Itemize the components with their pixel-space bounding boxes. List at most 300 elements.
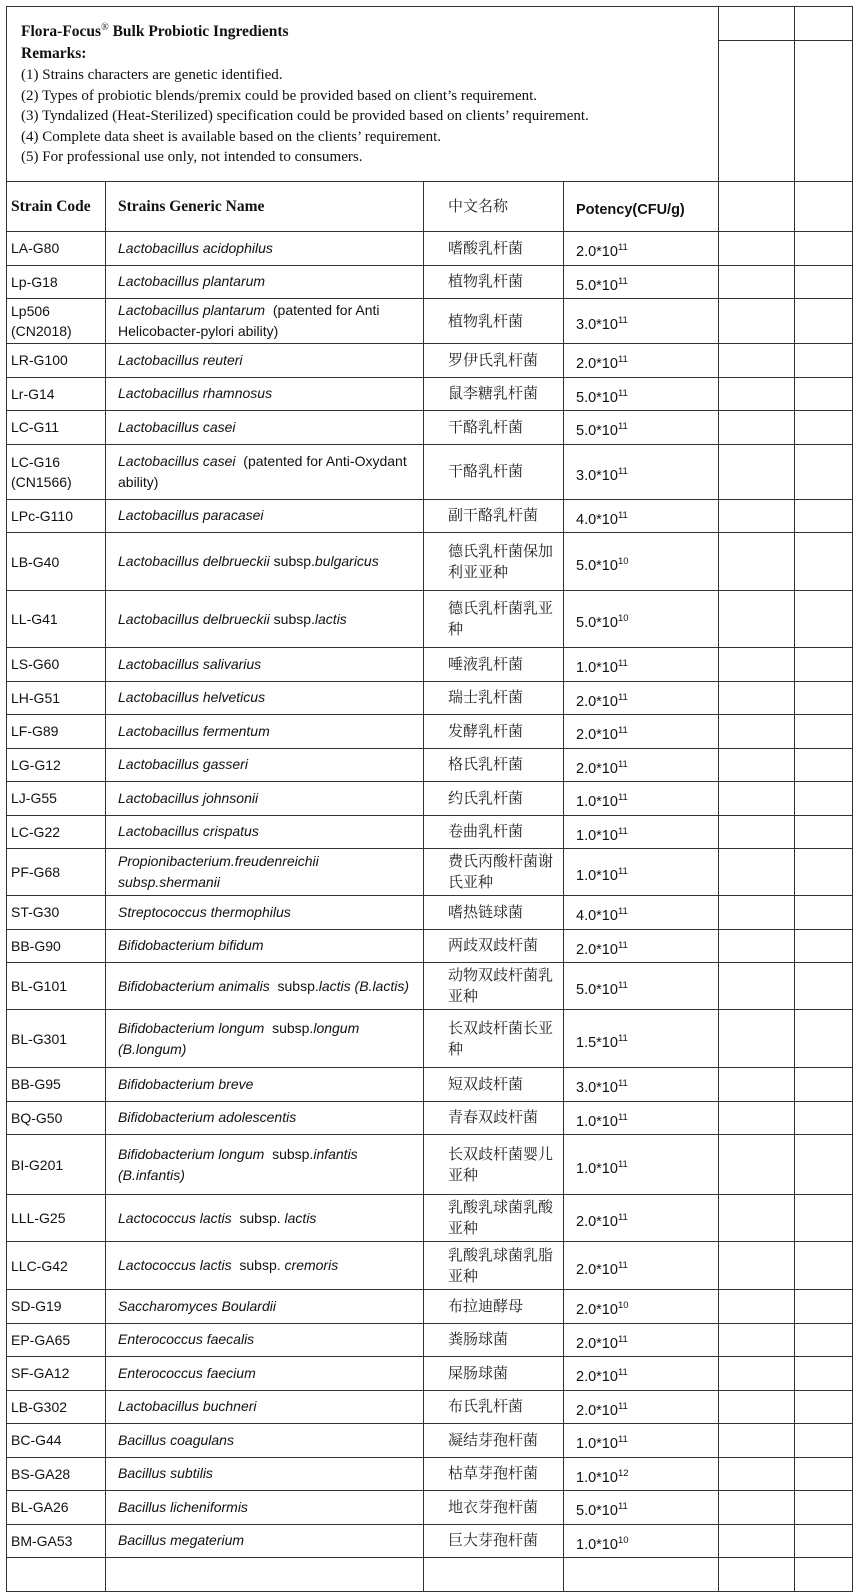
potency: [564, 377, 719, 411]
chinese-name: 长双歧杆菌长亚种: [424, 1010, 564, 1068]
name-qualifier: subsp.: [231, 1209, 285, 1226]
table-row: [7, 1242, 853, 1290]
strain-code: BL-G301: [7, 1010, 106, 1068]
potency-base: 2.0*10: [576, 1402, 618, 1419]
species-name: Enterococcus faecium: [118, 1364, 256, 1381]
chinese-name: 副干酪乳杆菌: [424, 499, 564, 533]
potency-base: 1.0*10: [576, 794, 618, 811]
side-cell: [795, 1101, 853, 1135]
potency: [564, 1424, 719, 1458]
potency: [564, 748, 719, 782]
species-name: Lactobacillus crispatus: [118, 823, 259, 840]
side-cell: [719, 1101, 795, 1135]
side-cell: [719, 499, 795, 533]
side-cell: [719, 444, 795, 499]
side-cell: [795, 896, 853, 930]
side-cell: [795, 1135, 853, 1195]
chinese-name: 嗜酸乳杆菌: [424, 232, 564, 266]
potency-exponent: 11: [617, 825, 628, 837]
side-cell: [795, 533, 853, 591]
potency-base: 2.0*10: [576, 941, 618, 958]
species-name: Bifidobacterium breve: [118, 1075, 254, 1092]
title-brand: Flora-Focus: [21, 23, 102, 41]
table-row: [7, 1101, 853, 1135]
potency: [564, 963, 719, 1010]
chinese-name: 约氏乳杆菌: [424, 782, 564, 816]
side-cell: [795, 1195, 853, 1242]
side-cell: [719, 1424, 795, 1458]
side-cell: [795, 1323, 853, 1357]
subspecies-name: infantis (B.infantis): [118, 1145, 358, 1183]
potency-exponent: 11: [617, 792, 628, 804]
strain-generic-name: [106, 533, 424, 591]
species-name: Bifidobacterium bifidum: [118, 937, 264, 954]
strain-code: LF-G89: [7, 715, 106, 749]
strain-code: PF-G68: [7, 849, 106, 896]
potency: [564, 591, 719, 648]
strain-generic-name: [106, 648, 424, 682]
side-cell: [795, 182, 853, 232]
potency-base: 2.0*10: [576, 1213, 618, 1230]
potency: [564, 715, 719, 749]
name-qualifier: subsp.: [269, 977, 319, 994]
potency-base: 2.0*10: [576, 760, 618, 777]
col-potency: Potency(CFU/g): [564, 182, 719, 232]
strain-generic-name: [106, 782, 424, 816]
strain-code: LC-G11: [7, 411, 106, 445]
potency: [564, 1010, 719, 1068]
potency-base: 2.0*10: [576, 1369, 618, 1386]
strain-code: LLL-G25: [7, 1195, 106, 1242]
potency-exponent: 11: [617, 658, 628, 670]
name-qualifier: subsp.: [269, 553, 315, 569]
potency-base: 2.0*10: [576, 244, 618, 261]
strain-generic-name: [106, 929, 424, 963]
table-row: [7, 815, 853, 849]
strain-generic-name: [106, 232, 424, 266]
strain-code: LS-G60: [7, 648, 106, 682]
potency: [564, 232, 719, 266]
species-name: Lactococcus lactis: [118, 1257, 232, 1273]
table-row: [7, 1195, 853, 1242]
potency-exponent: 11: [617, 1501, 628, 1513]
side-cell: [795, 499, 853, 533]
strain-code: BC-G44: [7, 1424, 106, 1458]
species-name: Lactococcus lactis: [118, 1209, 232, 1226]
subspecies-name: lactis (B.lactis): [318, 977, 409, 994]
potency-exponent: 11: [617, 980, 628, 992]
empty-cell: [564, 1558, 719, 1592]
species-name: Lactobacillus casei: [118, 418, 236, 435]
table-row: [7, 782, 853, 816]
side-cell: [719, 782, 795, 816]
potency: [564, 1242, 719, 1290]
side-cell: [795, 1357, 853, 1391]
table-row: [7, 1010, 853, 1068]
potency: [564, 1457, 719, 1491]
potency-base: 5.0*10: [576, 981, 618, 998]
strain-generic-name: [106, 1195, 424, 1242]
potency-base: 2.0*10: [576, 356, 618, 373]
table-row: [7, 1135, 853, 1195]
side-cell: [795, 1010, 853, 1068]
strain-generic-name: [106, 377, 424, 411]
strain-code: LB-G302: [7, 1390, 106, 1424]
header-block: [7, 7, 719, 182]
probiotic-ingredients-sheet: [6, 6, 852, 1592]
species-name: Bacillus coagulans: [118, 1431, 234, 1448]
side-cell: [795, 299, 853, 344]
strain-code: LA-G80: [7, 232, 106, 266]
table-row: [7, 1457, 853, 1491]
species-name: Lactobacillus buchneri: [118, 1398, 257, 1415]
table-row: [7, 849, 853, 896]
potency: [564, 815, 719, 849]
potency: [564, 929, 719, 963]
table-row: [7, 591, 853, 648]
strain-code: LH-G51: [7, 681, 106, 715]
potency-exponent: 11: [617, 691, 628, 703]
side-cell: [719, 963, 795, 1010]
table-row: [7, 232, 853, 266]
side-cell: [719, 232, 795, 266]
potency-exponent: 11: [617, 1111, 628, 1123]
chinese-name: 地衣芽孢杆菌: [424, 1491, 564, 1525]
side-cell: [795, 715, 853, 749]
chinese-name: 两歧双歧杆菌: [424, 929, 564, 963]
potency: [564, 265, 719, 299]
chinese-name: 凝结芽孢杆菌: [424, 1424, 564, 1458]
table-row: [7, 1290, 853, 1324]
species-name: Lactobacillus delbrueckii: [118, 553, 270, 569]
strain-generic-name: [106, 963, 424, 1010]
potency: [564, 1101, 719, 1135]
potency-exponent: 11: [617, 1032, 628, 1044]
strain-code: Lp506 (CN2018): [7, 299, 106, 344]
chinese-name: 长双歧杆菌婴儿亚种: [424, 1135, 564, 1195]
strain-generic-name: [106, 1101, 424, 1135]
potency-exponent: 10: [617, 1534, 629, 1546]
potency-base: 1.0*10: [576, 1160, 618, 1177]
potency-base: 5.0*10: [576, 277, 618, 294]
side-cell: [795, 1290, 853, 1324]
potency: [564, 1524, 719, 1558]
species-name: Lactobacillus delbrueckii: [118, 610, 270, 627]
side-cell: [719, 929, 795, 963]
strain-code: Lp-G18: [7, 265, 106, 299]
strain-generic-name: [106, 715, 424, 749]
potency-base: 2.0*10: [576, 693, 618, 710]
chinese-name: 唾液乳杆菌: [424, 648, 564, 682]
table-row: [7, 499, 853, 533]
strain-generic-name: [106, 299, 424, 344]
chinese-name: 格氏乳杆菌: [424, 748, 564, 782]
table-row: [7, 1068, 853, 1102]
chinese-name: 动物双歧杆菌乳亚种: [424, 963, 564, 1010]
side-cell: [719, 7, 795, 182]
strain-code: ST-G30: [7, 896, 106, 930]
potency-base: 2.0*10: [576, 1335, 618, 1352]
strain-code: LC-G22: [7, 815, 106, 849]
side-cell: [719, 681, 795, 715]
species-name: Lactobacillus rhamnosus: [118, 385, 273, 402]
potency-base: 3.0*10: [576, 316, 618, 333]
chinese-name: 短双歧杆菌: [424, 1068, 564, 1102]
species-name: Bacillus licheniformis: [118, 1498, 248, 1515]
potency-base: 1.0*10: [576, 827, 618, 844]
side-cell: [795, 648, 853, 682]
strain-generic-name: [106, 1390, 424, 1424]
chinese-name: 鼠李糖乳杆菌: [424, 377, 564, 411]
side-cell: [719, 1195, 795, 1242]
chinese-name: 费氏丙酸杆菌谢氏亚种: [424, 849, 564, 896]
strain-generic-name: [106, 815, 424, 849]
strain-code: SF-GA12: [7, 1357, 106, 1391]
side-cell: [795, 444, 853, 499]
potency: [564, 344, 719, 378]
side-cell: [719, 1357, 795, 1391]
potency: [564, 499, 719, 533]
potency-base: 1.0*10: [576, 1536, 618, 1553]
side-cell: [795, 377, 853, 411]
name-qualifier: (patented for Anti Helicobacter-pylori ability): [118, 302, 384, 339]
empty-cell: [719, 1558, 795, 1592]
side-cell: [795, 1457, 853, 1491]
chinese-name: 德氏乳杆菌乳亚种: [424, 591, 564, 648]
strain-generic-name: [106, 499, 424, 533]
potency-base: 2.0*10: [576, 1261, 618, 1278]
chinese-name: 布拉迪酵母: [424, 1290, 564, 1324]
strain-code: LR-G100: [7, 344, 106, 378]
table-row: [7, 963, 853, 1010]
strain-generic-name: [106, 1357, 424, 1391]
remark-item: (5) For professional use only, not intended to consumers.: [21, 149, 363, 166]
chinese-name: 卷曲乳杆菌: [424, 815, 564, 849]
table-row: [7, 748, 853, 782]
chinese-name: 德氏乳杆菌保加利亚亚种: [424, 533, 564, 591]
chinese-name: 乳酸乳球菌乳酸亚种: [424, 1195, 564, 1242]
strain-generic-name: [106, 1242, 424, 1290]
strain-code: BI-G201: [7, 1135, 106, 1195]
chinese-name: 枯草芽孢杆菌: [424, 1457, 564, 1491]
strain-code: BB-G90: [7, 929, 106, 963]
potency-exponent: 12: [617, 1467, 629, 1479]
strain-code: BM-GA53: [7, 1524, 106, 1558]
side-cell: [719, 748, 795, 782]
remarks-label: Remarks:: [21, 45, 87, 63]
species-name: Lactobacillus helveticus: [118, 689, 266, 706]
subspecies-name: cremoris: [284, 1257, 339, 1273]
potency-exponent: 11: [617, 866, 628, 878]
species-name: Enterococcus faecalis: [118, 1331, 255, 1348]
strain-code: LL-G41: [7, 591, 106, 648]
subspecies-name: bulgaricus: [314, 553, 379, 569]
remark-item: (1) Strains characters are genetic identified.: [21, 67, 283, 84]
potency: [564, 1135, 719, 1195]
table-row: [7, 444, 853, 499]
potency-exponent: 11: [617, 1367, 628, 1379]
side-cell: [719, 1135, 795, 1195]
strain-generic-name: [106, 265, 424, 299]
side-cell: [795, 1242, 853, 1290]
side-cell: [795, 1491, 853, 1525]
potency-base: 5.0*10: [576, 423, 618, 440]
document-title: [21, 17, 718, 43]
potency-exponent: 10: [617, 613, 629, 625]
potency-exponent: 11: [617, 509, 628, 521]
side-cell: [719, 1390, 795, 1424]
species-name: Lactobacillus plantarum: [118, 273, 266, 290]
potency: [564, 681, 719, 715]
species-name: Propionibacterium.freudenreichii subsp.shermanii: [118, 853, 319, 890]
side-cell: [719, 344, 795, 378]
strain-code: BS-GA28: [7, 1457, 106, 1491]
strain-generic-name: [106, 1424, 424, 1458]
strain-generic-name: [106, 444, 424, 499]
potency-exponent: 11: [617, 939, 628, 951]
side-cell: [719, 591, 795, 648]
potency-base: 5.0*10: [576, 389, 618, 406]
chinese-name: 瑞士乳杆菌: [424, 681, 564, 715]
side-cell: [795, 232, 853, 266]
chinese-name: 青春双歧杆菌: [424, 1101, 564, 1135]
potency-exponent: 11: [617, 725, 628, 737]
name-qualifier: subsp.: [231, 1257, 285, 1273]
potency: [564, 782, 719, 816]
strain-generic-name: [106, 681, 424, 715]
potency-base: 5.0*10: [576, 614, 618, 631]
strain-code: Lr-G14: [7, 377, 106, 411]
strain-generic-name: [106, 896, 424, 930]
side-cell: [719, 715, 795, 749]
potency: [564, 1390, 719, 1424]
side-cell: [795, 591, 853, 648]
potency: [564, 299, 719, 344]
strain-generic-name: [106, 1457, 424, 1491]
potency: [564, 648, 719, 682]
table-row: [7, 377, 853, 411]
strain-generic-name: [106, 1068, 424, 1102]
col-chinese-name: 中文名称: [424, 182, 564, 232]
potency-exponent: 10: [617, 555, 629, 567]
strain-generic-name: [106, 1323, 424, 1357]
strain-code: LLC-G42: [7, 1242, 106, 1290]
potency-base: 4.0*10: [576, 908, 618, 925]
empty-cell: [106, 1558, 424, 1592]
potency-base: 1.0*10: [576, 1469, 618, 1486]
strain-code: BL-GA26: [7, 1491, 106, 1525]
potency-exponent: 11: [617, 1078, 628, 1090]
name-qualifier: subsp.: [269, 610, 315, 627]
remark-item: (4) Complete data sheet is available based on the clients’ requirement.: [21, 128, 441, 145]
species-name: Lactobacillus casei: [118, 452, 236, 469]
chinese-name: 干酪乳杆菌: [424, 411, 564, 445]
strain-generic-name: [106, 849, 424, 896]
strain-generic-name: [106, 1524, 424, 1558]
side-cell: [795, 1524, 853, 1558]
side-cell: [719, 1068, 795, 1102]
strain-code: LJ-G55: [7, 782, 106, 816]
side-cell: [795, 344, 853, 378]
side-cell: [795, 1390, 853, 1424]
empty-cell: [795, 1558, 853, 1592]
species-name: Saccharomyces Boulardii: [118, 1297, 276, 1314]
table-row: [7, 1357, 853, 1391]
side-cell: [795, 681, 853, 715]
side-cell: [719, 1323, 795, 1357]
strain-generic-name: [106, 1290, 424, 1324]
table-row: [7, 929, 853, 963]
side-cell: [719, 648, 795, 682]
chinese-name: 屎肠球菌: [424, 1357, 564, 1391]
chinese-name: 发酵乳杆菌: [424, 715, 564, 749]
title-rest: Bulk Probiotic Ingredients: [108, 23, 289, 41]
strain-generic-name: [106, 591, 424, 648]
side-cell: [719, 533, 795, 591]
potency-base: 1.0*10: [576, 1113, 618, 1130]
side-cell: [795, 963, 853, 1010]
chinese-name: 罗伊氏乳杆菌: [424, 344, 564, 378]
side-cell: [719, 815, 795, 849]
potency-base: 1.0*10: [576, 867, 618, 884]
potency: [564, 411, 719, 445]
table-row: [7, 715, 853, 749]
table-row: [7, 265, 853, 299]
potency-base: 2.0*10: [576, 727, 618, 744]
side-cell: [795, 1424, 853, 1458]
side-cell: [795, 815, 853, 849]
strain-generic-name: [106, 748, 424, 782]
species-name: Lactobacillus fermentum: [118, 722, 270, 739]
chinese-name: 干酪乳杆菌: [424, 444, 564, 499]
strain-generic-name: [106, 1491, 424, 1525]
potency-base: 3.0*10: [576, 1080, 618, 1097]
potency-exponent: 11: [617, 906, 628, 918]
potency-base: 1.0*10: [576, 1436, 618, 1453]
potency-exponent: 11: [617, 465, 628, 477]
side-cell: [719, 182, 795, 232]
side-cell: [719, 1242, 795, 1290]
species-name: Lactobacillus acidophilus: [118, 239, 273, 256]
potency: [564, 1491, 719, 1525]
species-name: Bacillus subtilis: [118, 1465, 213, 1482]
strain-code: LC-G16 (CN1566): [7, 444, 106, 499]
chinese-name: 植物乳杆菌: [424, 265, 564, 299]
strain-generic-name: [106, 1135, 424, 1195]
strain-code: SD-G19: [7, 1290, 106, 1324]
strain-generic-name: [106, 344, 424, 378]
table-row: [7, 1390, 853, 1424]
side-cell: [719, 1290, 795, 1324]
potency-exponent: 11: [617, 1400, 628, 1412]
remark-item: (2) Types of probiotic blends/premix could be provided based on client’s requirement.: [21, 87, 538, 104]
potency: [564, 1357, 719, 1391]
potency-exponent: 11: [617, 758, 628, 770]
table-row: [7, 896, 853, 930]
strain-generic-name: [106, 411, 424, 445]
table-row: [7, 1424, 853, 1458]
chinese-name: 植物乳杆菌: [424, 299, 564, 344]
chinese-name: 粪肠球菌: [424, 1323, 564, 1357]
name-qualifier: (patented for Anti-Oxydant ability): [118, 452, 411, 490]
table-row: [7, 648, 853, 682]
strain-code: BQ-G50: [7, 1101, 106, 1135]
side-cell: [719, 849, 795, 896]
table-row: [7, 1491, 853, 1525]
registered-mark: ®: [101, 22, 109, 33]
potency-exponent: 11: [617, 1212, 628, 1224]
side-cell: [719, 411, 795, 445]
